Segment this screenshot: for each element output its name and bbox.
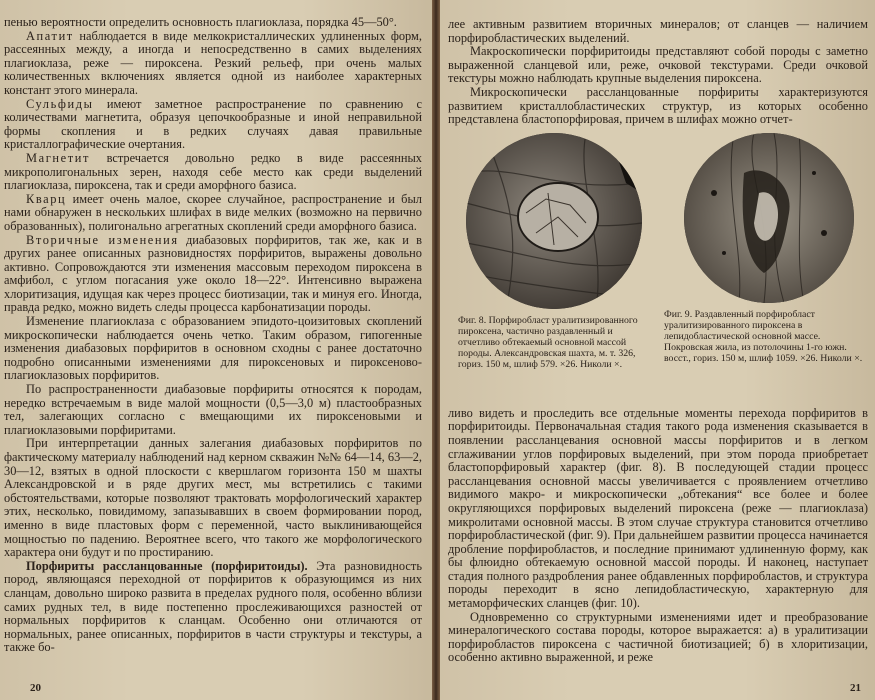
figure-9-caption: Фиг. 9. Раздавленный порфиробласт уралитизированного пироксена в лепидобластической основной массе. Покровская жила, из потолочины 1-го южн. восст., гориз. 150 м, шлиф 1059. ×26. Николи ×. [664,308,863,364]
micrograph-image [684,133,854,303]
paragraph-apatite: Апатит наблюдается в виде мелкокристаллических удлиненных форм, рассеянных между, а иногда и непосредственно в самих выделениях плагиоклаза, реже — пироксена. Резкий рельеф, при очень малых количественных включениях является одной из наиболее характерных констант этого минерала. [4,28,422,97]
section-heading: Порфириты рассланцованные (порфиритоиды). [26,558,308,573]
paragraph-sulfides: Сульфиды имеют заметное распространение по сравнению с количествами магнетита, образуя цепочкообразные и иной неправильной формы скопления и в редких случаях давая правильные кристаллографические очертания. [4,96,422,152]
micrograph-image [466,133,642,309]
paragraph-magnetite: Магнетит встречается довольно редко в виде рассеянных микрополигональных зерен, находя себе место как среди выделений плагиоклаза, пироксена, так и среди аморфного базиса. [4,150,422,193]
paragraph-quartz: Кварц имеет очень малое, скорее случайное, распространение и был нами обнаружен в нескольких шлифах в виде мелких (возможно на первично образованных), полигонально агрегатных скоплений среди аморфного базиса. [4,191,422,233]
page-number: 21 [850,682,861,694]
paragraph: Изменение плагиоклаза с образованием эпидото-цоизитовых скоплений микроскопически наблюдается очень четко. Таким образом, гипогенные изменения диабазовых порфиритов в основном сходны с ранее достаточно подробно описанными изменениями для пироксеновых и пироксеново-плагиоклазовых порфиритов. [4,314,422,383]
paragraph: Одновременно со структурными изменениями идет и преобразование минералогического состава породы, которое выражается: а) в уралитизации порфиробластов пироксена с частичной биотизацией; б) в хлоритизации, особенно активно выраженной, и реже [448,609,868,665]
paragraph: ливо видеть и проследить все отдельные моменты перехода порфиритов в порфиритоиды. Первоначальная стадия такого рода изменения сказывается в появлении рассланцевания основной массы порфиритов и в легком сглаживании углов порфировых выделений, при этом порода приобретает бластопорфировый характер (фиг. 8). В последующей стадии процесс рассланцевания основной массы увеличивается с проявлением отчетливо видимого макро- и микроскопически „обтекания“ все более и более округляющихся порфировых выделений пироксена (реже — плагиоклаза) микролитами основной массы. В этом случае структура становится отчетливо порфиробластической (фиг. 9). При дальнейшем развитии процесса начинается дробление порфиробластов, и последние принимают удлиненную форму, как бы флюидно обтекаемую основной массой породы. И наконец, наступает стадия полного раздробления ранее обдавленных порфиробластов, и структура породы переходит в ясно лепидобластическую, характерную для метаморфических сланцев (фиг. 10). [448,405,868,611]
term-magnetite: Магнетит [26,150,90,165]
paragraph: лее активным развитием вторичных минералов; от сланцев — наличием порфиробластических выделений. [448,17,868,45]
paragraph: При интерпретации данных залегания диабазовых порфиритов по фактическому материалу наблюдений над керном скважин №№ 64—14, 63—2, 30—12, взятых в одной плоскости с квершлагом горизонта 150 м шахты Александровской и в ряде других мест, мы встретились с такими обстоятельствами, которые позволяют трактовать морфологический характер этих, несколько, повидимому, запазывавших в своем формировании пород, именно в виде пластовых форм с переменной, часто выклинивающейся мощностью по падению. Вероятнее всего, что такого же морфологического характера они будут и по простиранию. [4,436,422,560]
page-number: 20 [30,682,41,694]
term-apatite: Апатит [26,28,74,43]
left-page [0,0,432,700]
paragraph-secondary-changes: Вторичные изменения диабазовых порфиритов, так же, как и в других ранее описанных разновидностях порфиритов, выражены довольно активно. Сопровождаются эти изменения массовым переходом пироксена в амфибол, с углом погасания уже около 18—22°. Интенсивно выражена хлоритизация, идущая как через процесс биотизации, так и минуя его. Иногда, правда редко, можно видеть следы процесса карбонатизации породы. [4,232,422,315]
paragraph-porphyritoids: Порфириты рассланцованные (порфиритоиды). Эта разновидность пород, являющаяся переходной от порфиритов к образующимся из них сланцам, довольно широко развита в пределах рудного поля, особенно вблизи самих рудных тел, в виде постепенно прослеживающихся разностей от нормальных порфиритов к сланцам. Особенно они отличаются от нормальных, ранее описанных, порфиритов в части структуры и текстуры, а также бо- [4,558,422,655]
paragraph: пенью вероятности определить основность плагиоклаза, порядка 45—50°. [4,15,397,29]
paragraph: Микроскопически рассланцованные порфириты характеризуются развитием кристаллобластических структур, из которых особенно представлена бластопорфировая, причем в шлифах можно отчет- [448,84,868,127]
paragraph: По распространенности диабазовые порфириты относятся к породам, нередко встречаемым в виде малой мощности (0,5—3,0 м) пластообразных тел, залегающих согласно с вмещающими их пироксеновыми и плагиоклазовыми порфиритами. [4,382,422,437]
paragraph: Макроскопически порфиритоиды представляют собой породы с заметно выраженной сланцевой или, реже, очковой текстурами. Среди очковой текстуры можно наблюдать крупные выделения пироксена. [448,44,868,86]
right-text-column [448,18,868,665]
left-text-column [4,16,422,655]
figure-8 [458,133,654,370]
figure-9 [664,133,870,364]
book-gutter [432,0,440,700]
figures-row [448,133,868,403]
term-sulfides: Сульфиды [26,96,94,111]
term-quartz: Кварц [26,191,67,206]
right-page [440,0,875,700]
term-secondary-changes: Вторичные изменения [26,232,179,247]
figure-8-caption: Фиг. 8. Порфиробласт уралитизированного пироксена, частично раздавленный и отчетливо обтекаемый основной массой породы. Александровская шахта, м. т. 326, гориз. 150 м, шлиф 579. ×26. Николи ×. [458,314,638,370]
